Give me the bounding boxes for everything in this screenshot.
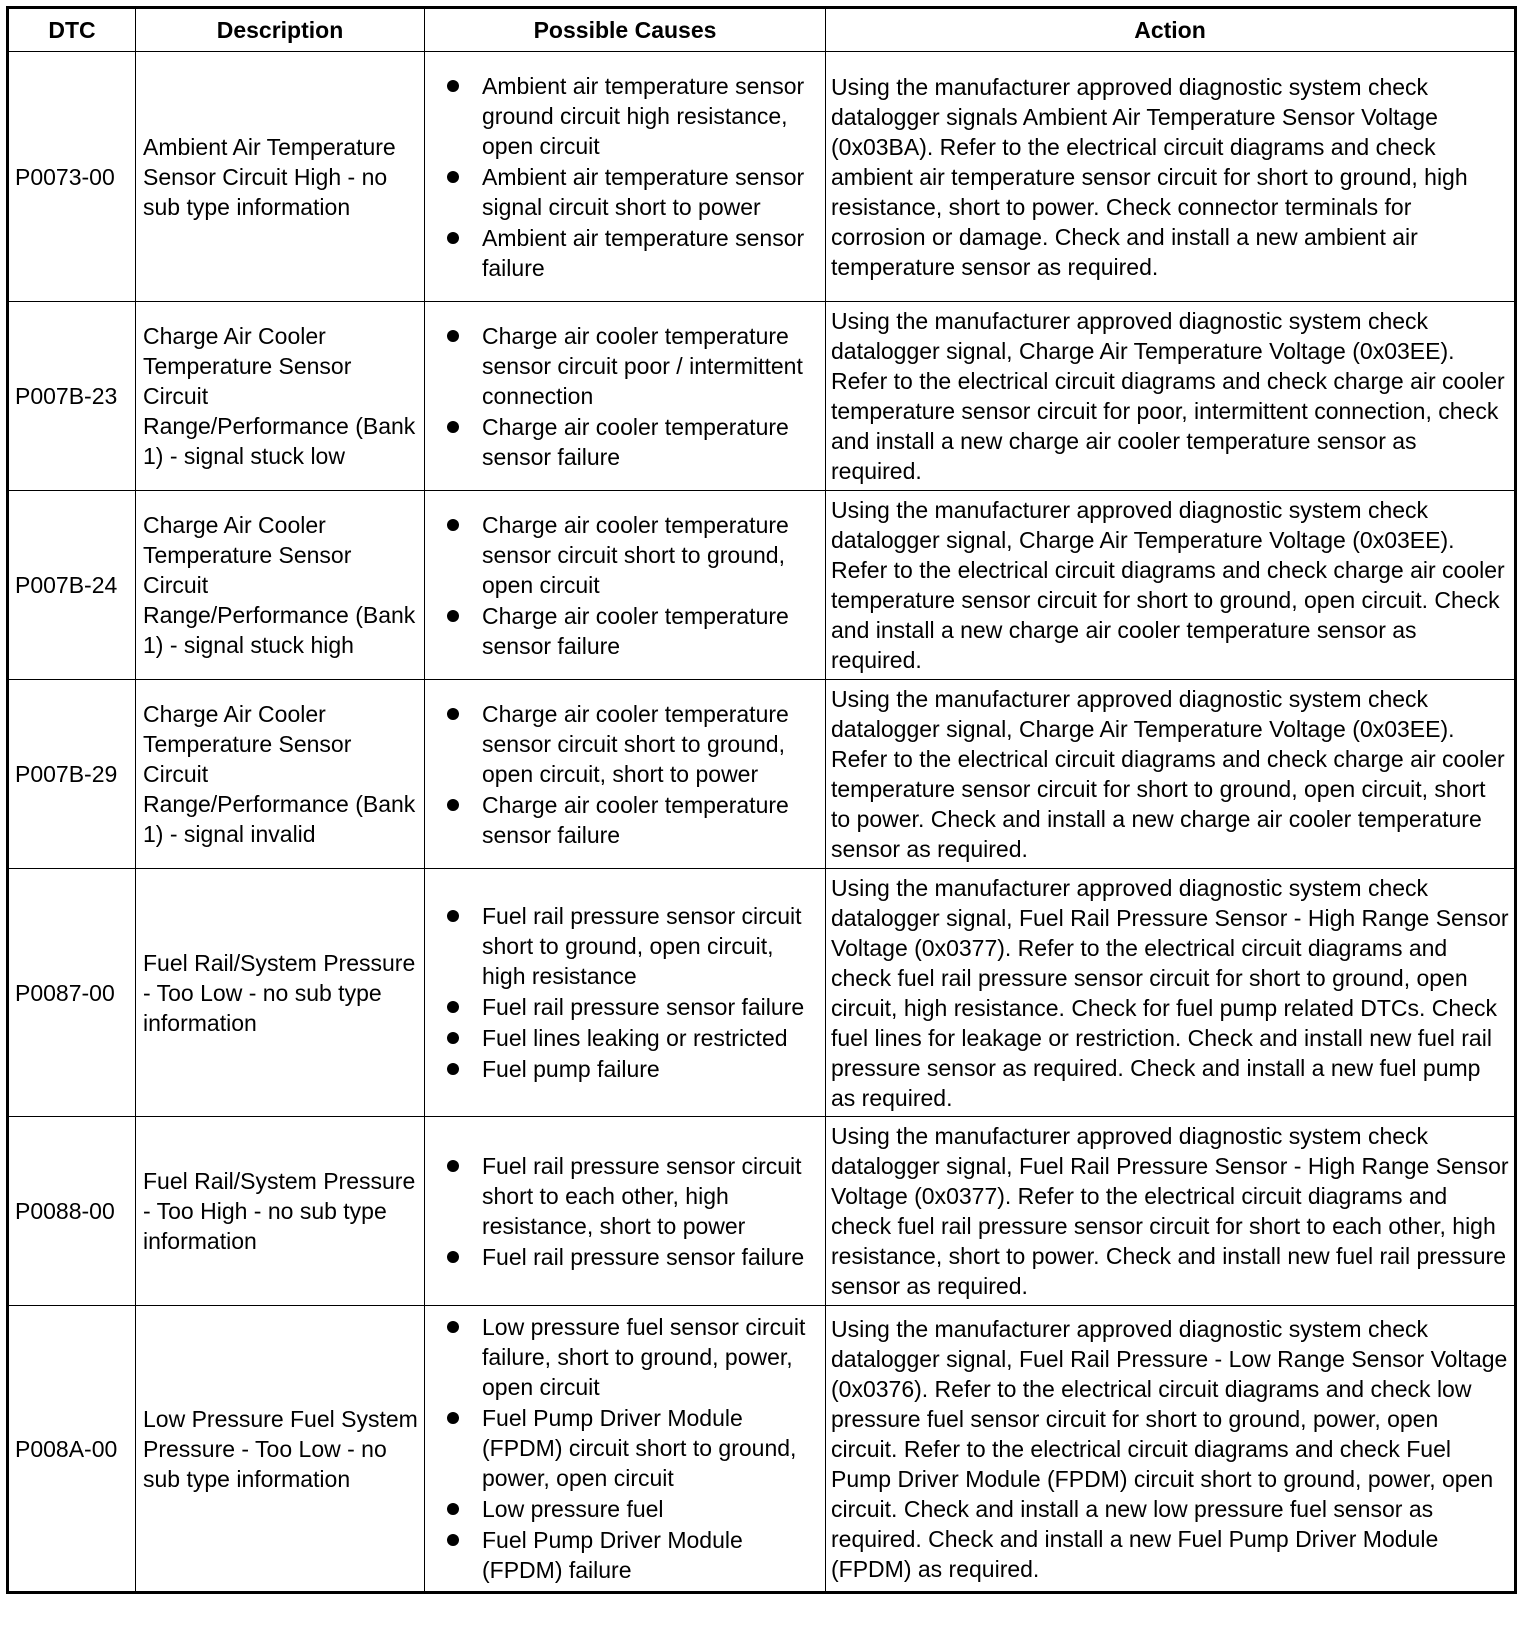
- dtc-description: Charge Air Cooler Temperature Sensor Circuit Range/Performance (Bank 1) - signal invalid: [136, 680, 425, 869]
- bullet-icon: [447, 1032, 459, 1044]
- dtc-description: Charge Air Cooler Temperature Sensor Circuit Range/Performance (Bank 1) - signal stuck low: [136, 302, 425, 491]
- bullet-icon: [447, 1321, 459, 1333]
- table-row: [8, 1117, 1516, 1306]
- bullet-icon: [447, 330, 459, 342]
- dtc-code: P0087-00: [8, 869, 136, 1117]
- action-text: Using the manufacturer approved diagnostic system check datalogger signal, Charge Air Temperature Voltage (0x03EE). Refer to the electrical circuit diagrams and check charge air cooler temperature sensor circuit for short to ground, open circuit. Check and install a new charge air cooler temperature sensor as required.: [826, 491, 1516, 680]
- bullet-icon: [447, 708, 459, 720]
- dtc-code: P0088-00: [8, 1117, 136, 1306]
- bullet-icon: [447, 519, 459, 531]
- cause-item: Fuel Pump Driver Module (FPDM) failure: [447, 1525, 821, 1585]
- column-header-action: Action: [826, 8, 1516, 52]
- cause-item: Charge air cooler temperature sensor circuit short to ground, open circuit, short to power: [447, 699, 821, 789]
- dtc-description: Low Pressure Fuel System Pressure - Too Low - no sub type information: [136, 1306, 425, 1593]
- bullet-icon: [447, 1063, 459, 1075]
- dtc-description: Fuel Rail/System Pressure - Too Low - no sub type information: [136, 869, 425, 1117]
- cause-item: Charge air cooler temperature sensor circuit poor / intermittent connection: [447, 321, 821, 411]
- bullet-icon: [447, 1001, 459, 1013]
- column-header-causes: Possible Causes: [425, 8, 826, 52]
- cause-item: Charge air cooler temperature sensor failure: [447, 412, 821, 472]
- table-row: [8, 491, 1516, 680]
- action-text: Using the manufacturer approved diagnostic system check datalogger signal, Charge Air Temperature Voltage (0x03EE). Refer to the electrical circuit diagrams and check charge air cooler temperature sensor circuit for short to ground, open circuit, short to power. Check and install a new charge air cooler temperature sensor as required.: [826, 680, 1516, 869]
- possible-causes: [425, 52, 826, 302]
- dtc-code: P007B-29: [8, 680, 136, 869]
- cause-item: Fuel lines leaking or restricted: [447, 1023, 821, 1053]
- dtc-table: [6, 6, 1517, 1594]
- dtc-description: Charge Air Cooler Temperature Sensor Circuit Range/Performance (Bank 1) - signal stuck high: [136, 491, 425, 680]
- cause-item: Fuel rail pressure sensor circuit short to ground, open circuit, high resistance: [447, 901, 821, 991]
- bullet-icon: [447, 232, 459, 244]
- table-row: [8, 680, 1516, 869]
- bullet-icon: [447, 1503, 459, 1515]
- dtc-code: P007B-23: [8, 302, 136, 491]
- cause-item: Low pressure fuel: [447, 1494, 821, 1524]
- table-row: [8, 869, 1516, 1117]
- cause-item: Ambient air temperature sensor signal circuit short to power: [447, 162, 821, 222]
- dtc-code: P007B-24: [8, 491, 136, 680]
- cause-item: Charge air cooler temperature sensor failure: [447, 790, 821, 850]
- bullet-icon: [447, 80, 459, 92]
- dtc-code: P008A-00: [8, 1306, 136, 1593]
- possible-causes: [425, 1306, 826, 1593]
- action-text: Using the manufacturer approved diagnostic system check datalogger signals Ambient Air Temperature Sensor Voltage (0x03BA). Refer to the electrical circuit diagrams and check ambient air temperature sensor circuit for short to ground, high resistance, short to power. Check connector terminals for corrosion or damage. Check and install a new ambient air temperature sensor as required.: [826, 52, 1516, 302]
- possible-causes: [425, 302, 826, 491]
- possible-causes: [425, 869, 826, 1117]
- dtc-code: P0073-00: [8, 52, 136, 302]
- cause-item: Fuel Pump Driver Module (FPDM) circuit short to ground, power, open circuit: [447, 1403, 821, 1493]
- possible-causes: [425, 491, 826, 680]
- bullet-icon: [447, 1251, 459, 1263]
- cause-item: Ambient air temperature sensor ground circuit high resistance, open circuit: [447, 71, 821, 161]
- action-text: Using the manufacturer approved diagnostic system check datalogger signal, Fuel Rail Pressure Sensor - High Range Sensor Voltage (0x0377). Refer to the electrical circuit diagrams and check fuel rail pressure sensor circuit for short to each other, high resistance, short to power. Check and install new fuel rail pressure sensor as required.: [826, 1117, 1516, 1306]
- bullet-icon: [447, 171, 459, 183]
- cause-item: Fuel rail pressure sensor failure: [447, 1242, 821, 1272]
- bullet-icon: [447, 910, 459, 922]
- dtc-description: Fuel Rail/System Pressure - Too High - no sub type information: [136, 1117, 425, 1306]
- bullet-icon: [447, 1412, 459, 1424]
- table-row: [8, 52, 1516, 302]
- cause-item: Low pressure fuel sensor circuit failure, short to ground, power, open circuit: [447, 1312, 821, 1402]
- bullet-icon: [447, 1160, 459, 1172]
- action-text: Using the manufacturer approved diagnostic system check datalogger signal, Charge Air Temperature Voltage (0x03EE). Refer to the electrical circuit diagrams and check charge air cooler temperature sensor circuit for poor, intermittent connection, check and install a new charge air cooler temperature sensor as required.: [826, 302, 1516, 491]
- bullet-icon: [447, 421, 459, 433]
- column-header-description: Description: [136, 8, 425, 52]
- bullet-icon: [447, 610, 459, 622]
- dtc-document: [6, 6, 1517, 1594]
- possible-causes: [425, 1117, 826, 1306]
- dtc-description: Ambient Air Temperature Sensor Circuit High - no sub type information: [136, 52, 425, 302]
- cause-item: Ambient air temperature sensor failure: [447, 223, 821, 283]
- column-header-dtc: DTC: [8, 8, 136, 52]
- bullet-icon: [447, 1534, 459, 1546]
- action-text: Using the manufacturer approved diagnostic system check datalogger signal, Fuel Rail Pressure - Low Range Sensor Voltage (0x0376). Refer to the electrical circuit diagrams and check low pressure fuel sensor circuit for short to ground, power, open circuit. Refer to the electrical circuit diagrams and check Fuel Pump Driver Module (FPDM) circuit short to ground, power, open circuit. Check and install a new low pressure fuel sensor as required. Check and install a new Fuel Pump Driver Module (FPDM) as required.: [826, 1306, 1516, 1593]
- possible-causes: [425, 680, 826, 869]
- cause-item: Charge air cooler temperature sensor failure: [447, 601, 821, 661]
- cause-item: Fuel rail pressure sensor circuit short to each other, high resistance, short to power: [447, 1151, 821, 1241]
- cause-item: Fuel rail pressure sensor failure: [447, 992, 821, 1022]
- cause-item: Charge air cooler temperature sensor circuit short to ground, open circuit: [447, 510, 821, 600]
- table-header-row: [8, 8, 1516, 52]
- bullet-icon: [447, 799, 459, 811]
- table-row: [8, 1306, 1516, 1593]
- action-text: Using the manufacturer approved diagnostic system check datalogger signal, Fuel Rail Pressure Sensor - High Range Sensor Voltage (0x0377). Refer to the electrical circuit diagrams and check fuel rail pressure sensor circuit for short to ground, open circuit, high resistance. Check for fuel pump related DTCs. Check fuel lines for leakage or restriction. Check and install new fuel rail pressure sensor as required. Check and install a new fuel pump as required.: [826, 869, 1516, 1117]
- cause-item: Fuel pump failure: [447, 1054, 821, 1084]
- table-row: [8, 302, 1516, 491]
